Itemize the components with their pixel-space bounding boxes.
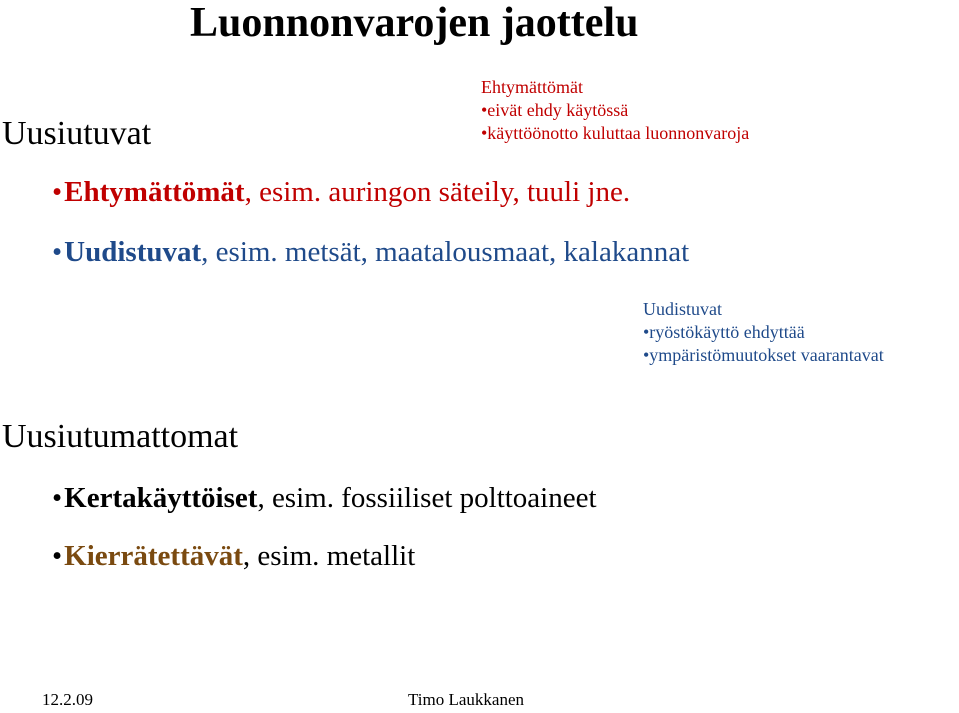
footer-author: Timo Laukkanen — [408, 690, 525, 709]
list-item-single-use — [52, 483, 597, 515]
example-inexhaustible: , esim. auringon säteily, tuuli jne. — [244, 176, 631, 208]
list-item-inexhaustible — [52, 177, 630, 209]
note-inexhaustible-title: Ehtymättömät — [481, 77, 583, 97]
bullet-icon: • — [52, 176, 63, 208]
term-renewing: Uudistuvat — [64, 236, 202, 268]
list-item-renewing — [52, 237, 689, 269]
page-title: Luonnonvarojen jaottelu — [190, 0, 639, 46]
note-inexhaustible — [481, 76, 749, 145]
example-recyclable: , esim. metallit — [242, 540, 416, 572]
example-renewing: , esim. metsät, maatalousmaat, kalakannat — [201, 236, 690, 268]
list-item-recyclable — [52, 541, 415, 573]
note-inexhaustible-line-2: •käyttöönotto kuluttaa luonnonvaroja — [481, 123, 750, 144]
footer-date: 12.2.09 — [42, 690, 93, 709]
heading-renewable: Uusiutuvat — [2, 115, 152, 152]
bullet-icon: • — [52, 482, 63, 514]
term-recyclable: Kierrätettävät — [64, 540, 243, 572]
note-renewing — [643, 298, 884, 367]
note-renewing-line-1: •ryöstökäyttö ehdyttää — [643, 322, 805, 343]
term-single-use: Kertakäyttöiset — [64, 482, 258, 514]
bullet-icon: • — [52, 236, 63, 268]
heading-nonrenewable: Uusiutumattomat — [2, 418, 239, 455]
note-renewing-line-2: •ympäristömuutokset vaarantavat — [643, 345, 884, 366]
note-inexhaustible-line-1: •eivät ehdy käytössä — [481, 100, 629, 121]
example-single-use: , esim. fossiiliset polttoaineet — [257, 482, 597, 514]
bullet-icon: • — [52, 540, 63, 572]
note-renewing-title: Uudistuvat — [643, 299, 722, 319]
term-inexhaustible: Ehtymättömät — [64, 176, 245, 208]
